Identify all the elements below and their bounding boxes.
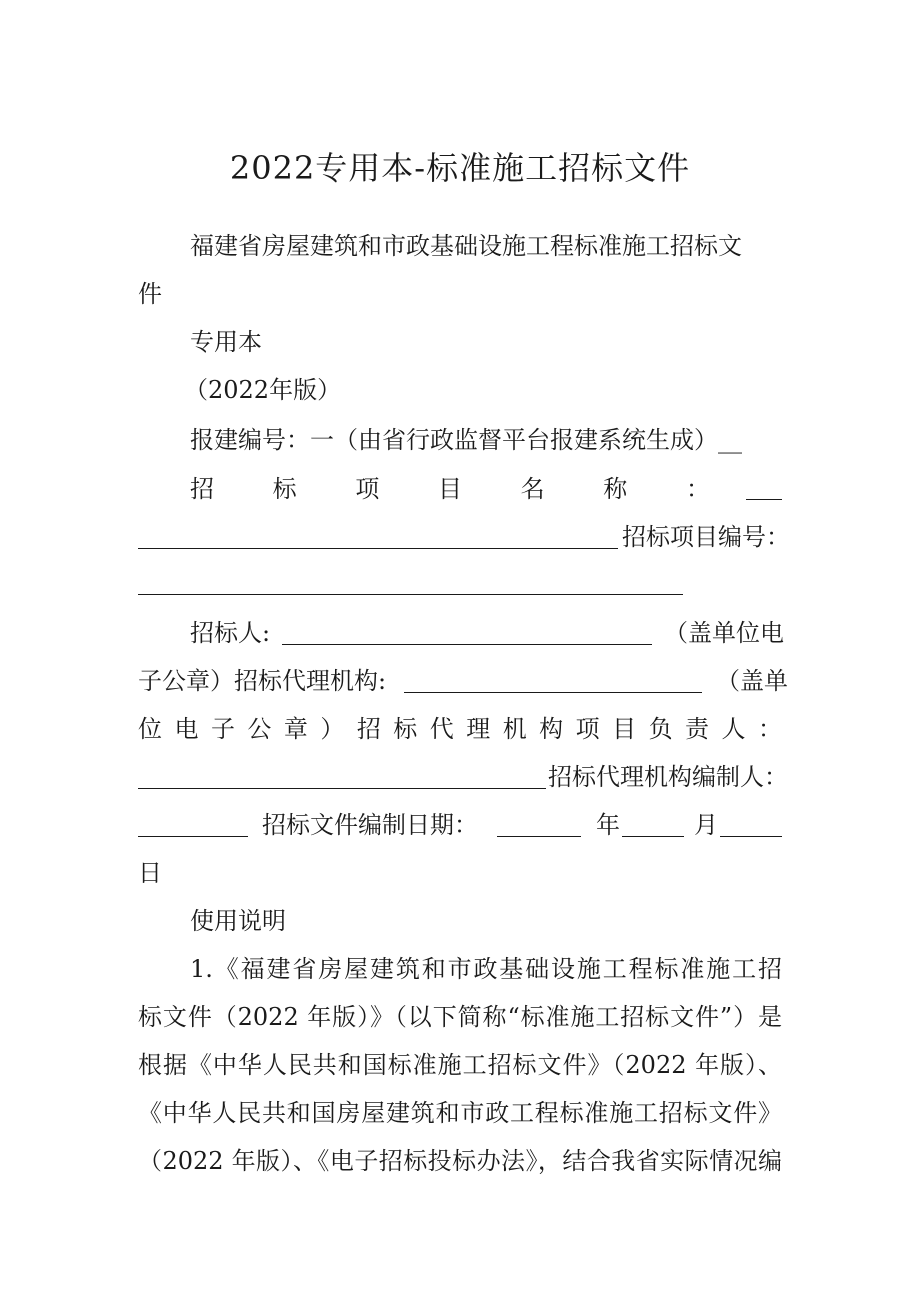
- usage-line-2: 标文件（2022 年版）》（以下简称“标准施工招标文件”）是: [138, 1003, 782, 1031]
- usage-line-4: 《中华人民共和国房屋建筑和市政工程标准施工招标文件》: [138, 1099, 782, 1127]
- seal-note-2: （盖单: [716, 667, 788, 695]
- month-blank: [622, 802, 684, 837]
- agency-leader-label: 位 电 子 公 章 ） 招 标 代 理 机 构 项 目 负 责 人 ：: [138, 715, 782, 743]
- tenderer-blank: [282, 610, 652, 645]
- usage-title: 使用说明: [190, 907, 286, 935]
- year-label: 年: [596, 811, 620, 839]
- usage-line-3: 根据《中华人民共和国标准施工招标文件》（2022 年版）、: [138, 1051, 782, 1079]
- edition-label: 专用本: [190, 328, 262, 356]
- version-label: （2022年版）: [184, 376, 342, 404]
- usage-line-5: （2022 年版）、《电子招标投标办法》，结合我省实际情况编: [138, 1147, 782, 1175]
- intro-line-1: 福建省房屋建筑和市政基础设施工程标准施工招标文: [190, 232, 742, 260]
- agency-blank: [404, 658, 702, 693]
- page-title: 2022专用本-标准施工招标文件: [229, 149, 691, 187]
- usage-line-1: 1.《福建省房屋建筑和市政基础设施工程标准施工招: [190, 955, 782, 983]
- date-label: 招标文件编制日期：: [262, 811, 478, 839]
- seal-note-1: （盖单位电: [664, 619, 784, 647]
- agency-leader-blank: [138, 754, 546, 789]
- agency-editor-label: 招标代理机构编制人：: [548, 763, 788, 791]
- project-name-label: 招 标 项 目 名 称 ：: [190, 475, 710, 503]
- project-name-blank: [746, 465, 782, 500]
- tenderer-label: 招标人:: [190, 619, 271, 647]
- project-number-label: 招标项目编号：: [622, 523, 790, 551]
- project-number-blank: [138, 560, 683, 595]
- day-blank: [720, 802, 782, 837]
- project-name-blank-2: [138, 514, 618, 549]
- day-label: 日: [138, 859, 162, 887]
- month-label: 月: [694, 811, 718, 839]
- registration-number: 报建编号：一（由省行政监督平台报建系统生成）__: [190, 426, 742, 454]
- year-blank: [497, 802, 581, 837]
- agency-editor-blank: [138, 802, 248, 837]
- intro-line-2: 件: [138, 280, 162, 308]
- agency-label: 子公章）招标代理机构:: [138, 667, 387, 695]
